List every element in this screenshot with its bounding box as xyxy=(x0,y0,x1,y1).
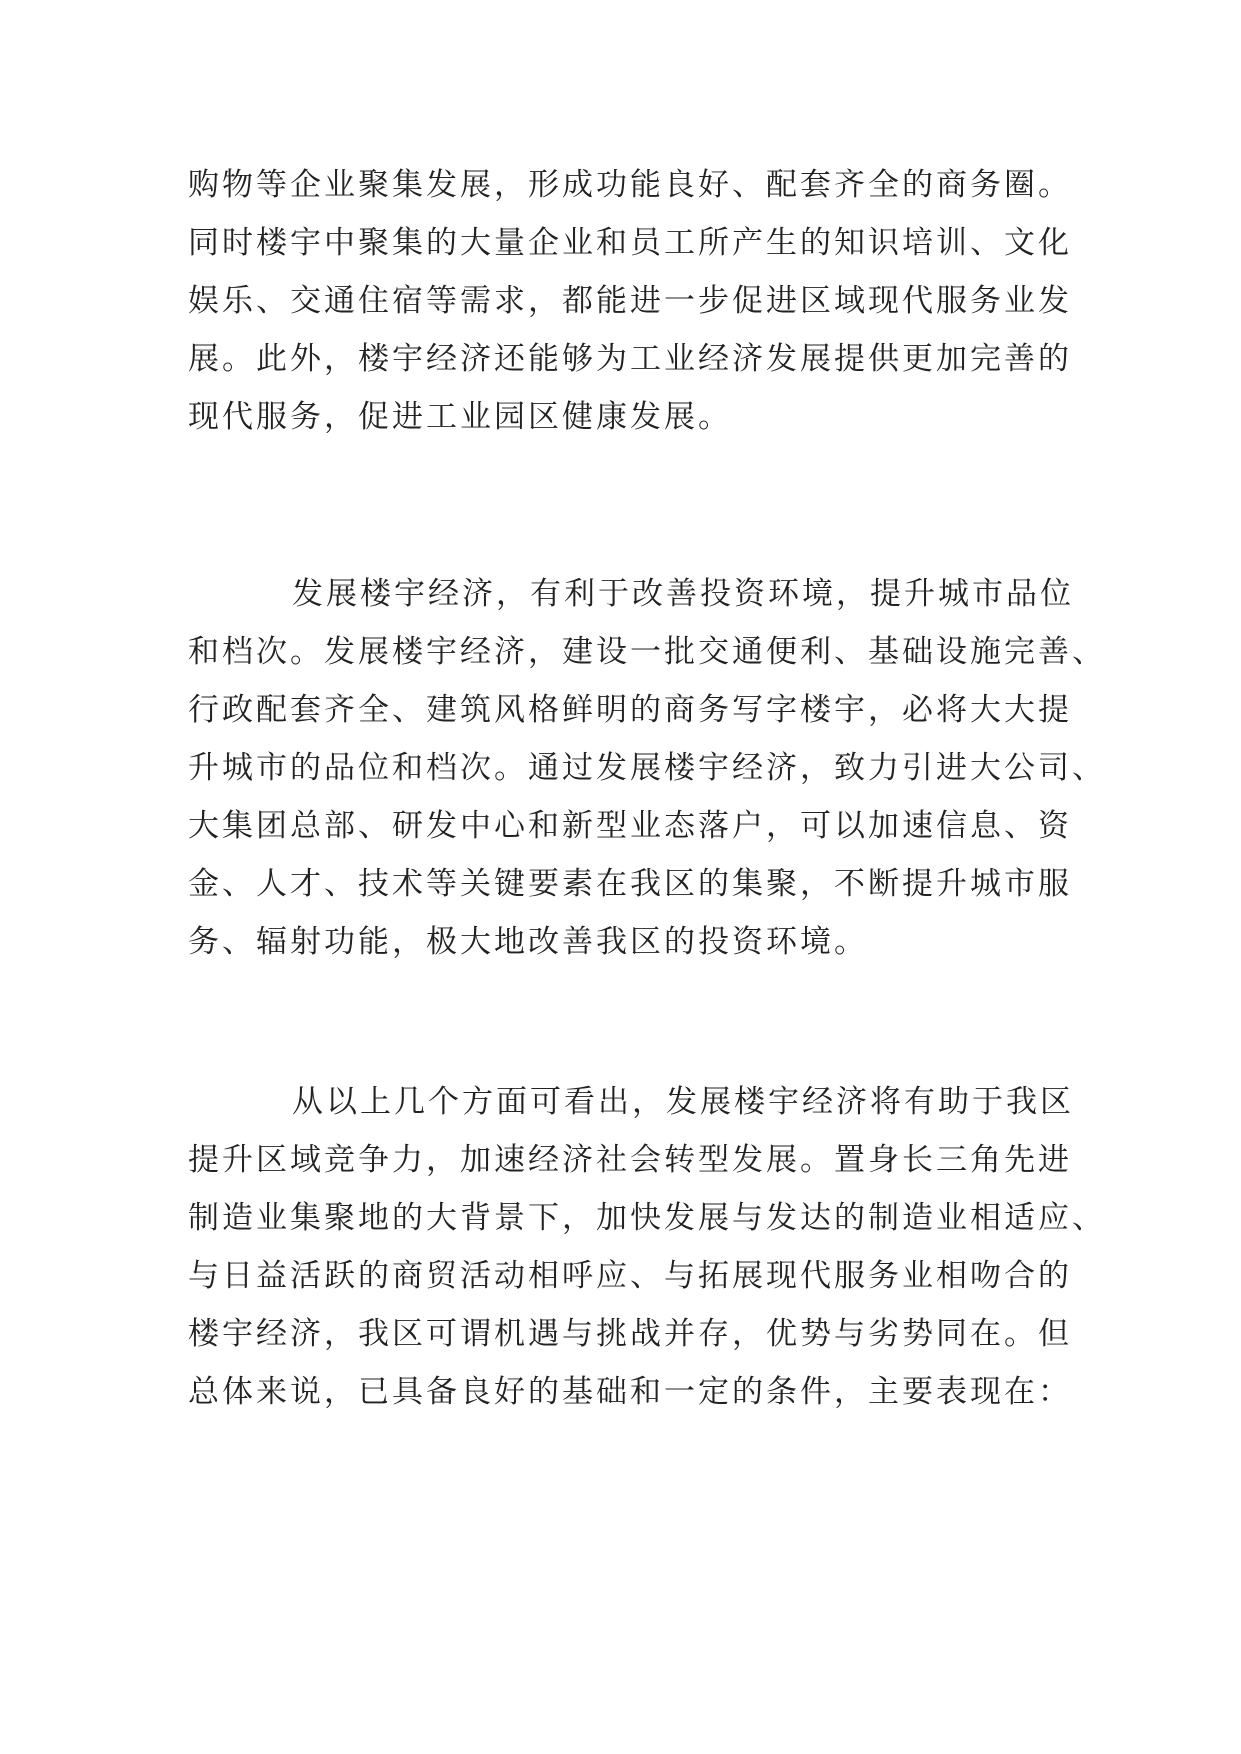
paragraph-line: 提升区域竞争力，加速经济社会转型发展。置身长三角先进 xyxy=(188,1142,1072,1178)
paragraph-line: 总体来说，已具备良好的基础和一定的条件，主要表现在： xyxy=(188,1374,1072,1410)
paragraph-2 xyxy=(188,565,1106,971)
paragraph-1 xyxy=(188,156,1072,446)
paragraph-line: 娱乐、交通住宿等需求，都能进一步促进区域现代服务业发 xyxy=(188,283,1072,319)
paragraph-line: 务、辐射功能，极大地改善我区的投资环境。 xyxy=(188,924,868,960)
paragraph-3 xyxy=(188,1073,1106,1421)
paragraph-line: 金、人才、技术等关键要素在我区的集聚，不断提升城市服 xyxy=(188,866,1072,902)
paragraph-line: 从以上几个方面可看出，发展楼宇经济将有助于我区 xyxy=(292,1084,1074,1120)
paragraph-line: 购物等企业聚集发展，形成功能良好、配套齐全的商务圈。 xyxy=(188,167,1072,203)
paragraph-line: 与日益活跃的商贸活动相呼应、与拓展现代服务业相吻合的 xyxy=(188,1258,1072,1294)
paragraph-line: 展。此外，楼宇经济还能够为工业经济发展提供更加完善的 xyxy=(188,341,1072,377)
paragraph-line: 同时楼宇中聚集的大量企业和员工所产生的知识培训、文化 xyxy=(188,225,1072,261)
paragraph-line: 大集团总部、研发中心和新型业态落户，可以加速信息、资 xyxy=(188,808,1072,844)
paragraph-line: 升城市的品位和档次。通过发展楼宇经济，致力引进大公司、 xyxy=(188,750,1106,786)
paragraph-line: 现代服务，促进工业园区健康发展。 xyxy=(188,399,732,435)
paragraph-line: 发展楼宇经济，有利于改善投资环境，提升城市品位 xyxy=(292,576,1074,612)
paragraph-line: 楼宇经济，我区可谓机遇与挑战并存，优势与劣势同在。但 xyxy=(188,1316,1072,1352)
paragraph-line: 行政配套齐全、建筑风格鲜明的商务写字楼宇，必将大大提 xyxy=(188,692,1072,728)
paragraph-line: 和档次。发展楼宇经济，建设一批交通便利、基础设施完善、 xyxy=(188,634,1106,670)
paragraph-line: 制造业集聚地的大背景下，加快发展与发达的制造业相适应、 xyxy=(188,1200,1106,1236)
